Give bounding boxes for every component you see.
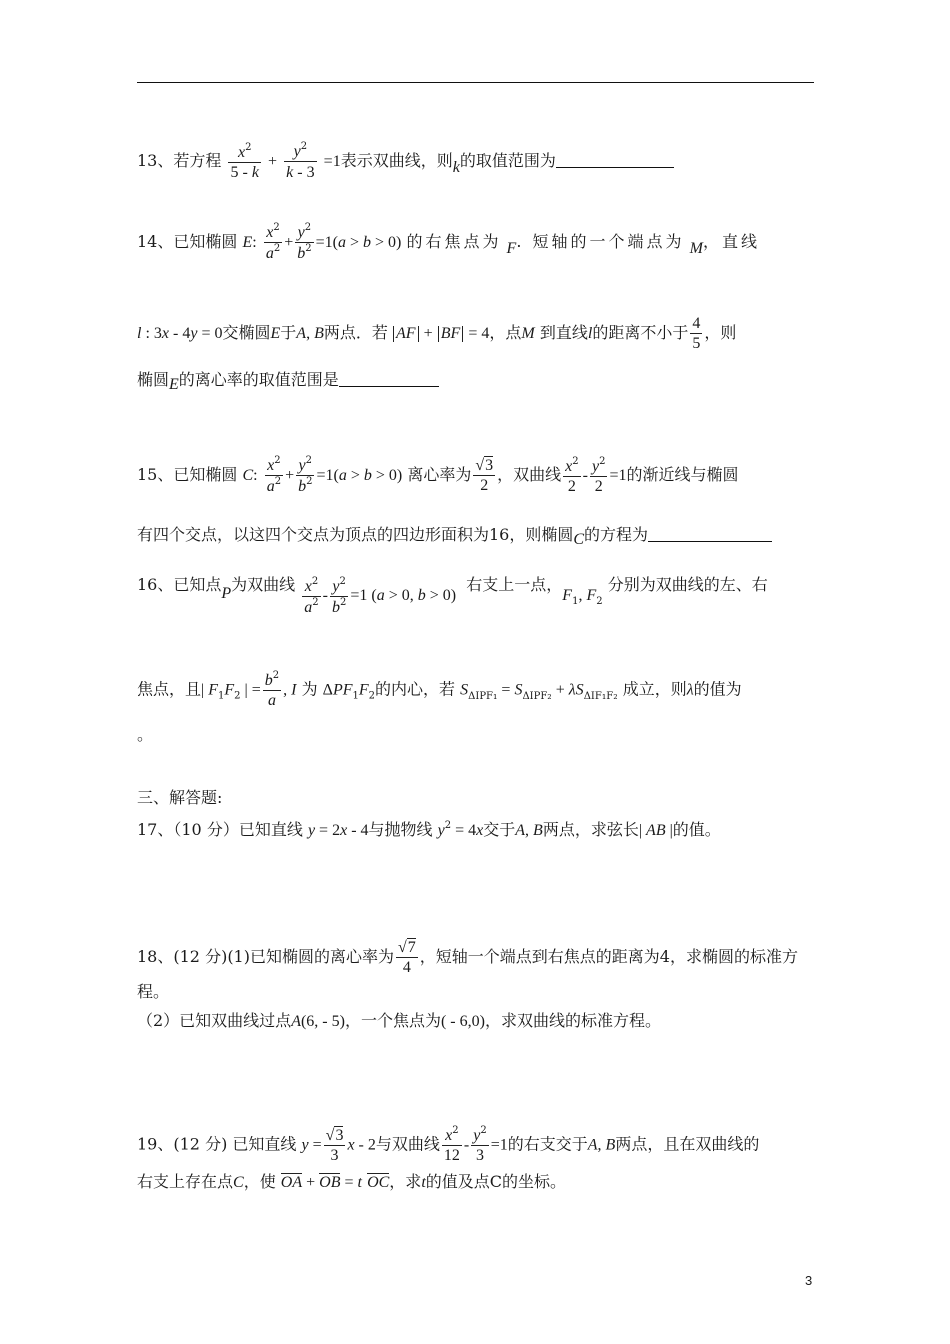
question-text: . 短轴的一个端点为 [516,232,685,251]
question-text: (1)已知椭圆的离心率为 [227,947,394,966]
question-13: 13、若方程 $\frac{x^2}{5 - k}$ + $\frac{y^2}{k - 3}$ =1表示双曲线，则k的取值范围为 [137,141,674,182]
question-text: 有四个交点，以这四个交点为顶点的四边形面积为16，则椭圆 [137,525,574,544]
question-14-line-2: l : 3x - 4y = 0交椭圆E于A, B两点．若 AF + BF = 4，点M 到直线l的距离不小于 $\frac{4}{5}$ ，则 [137,315,737,352]
question-text: 。 [137,725,154,744]
question-text: 程。 [137,982,170,1001]
question-number: 16、 [137,575,174,594]
question-text: 两点．若 [323,323,388,342]
question-text: 为 [301,679,318,699]
fraction: $\frac{x^2}{12}$ [443,1125,460,1164]
fraction: $\frac{b^2}{a}$ [264,670,280,709]
question-text: 的值及点C的坐标。 [425,1172,567,1191]
question-text: ，短轴一个端点到右焦点的距离为4，求椭圆的标准方 [419,947,798,966]
question-text: 与双曲线 [375,1134,440,1154]
question-score: (12 分) [173,947,228,966]
fraction: $\frac{y^2}{b^2}$ [298,455,313,495]
question-number: 14、 [137,232,174,251]
question-score: （10 分） [173,820,239,839]
question-number: 19、 [137,1134,174,1154]
question-18-line-2 [137,982,169,1002]
question-text: 右支上一点， [466,575,563,594]
question-score: (12 分) [173,1134,228,1154]
question-14-line-3: 椭圆E的离心率的取值范围是 [137,370,439,391]
question-text: 两点，且在双曲线的 [615,1134,760,1154]
fraction: $\frac{x^2}{a^2}$ [304,576,319,616]
answer-blank[interactable] [648,527,772,542]
question-text: 的取值范围为 [459,151,556,170]
question-18-line-3: （2）已知双曲线过点A(6, - 5)，一个焦点为( - 6,0)，求双曲线的标准方程。 [137,1011,661,1030]
fraction: $\frac{√3}{3}$ [325,1126,344,1164]
fraction: $\frac{√7}{4}$ [397,939,416,976]
fraction: $\frac{y^2}{3}$ [473,1125,487,1164]
question-text: 交于 [483,820,516,839]
question-number: 17、 [137,820,174,839]
answer-blank[interactable] [556,153,674,168]
question-text: 成立，则 [622,679,687,699]
question-number: 13、 [137,151,174,170]
question-text: 的渐近线与椭圆 [626,465,739,484]
question-text: 表示双曲线，则 [340,151,453,170]
question-text: 的方程为 [584,525,649,544]
question-number: 18、 [137,947,174,966]
fraction: $\frac{√3}{2}$ [475,457,494,494]
question-text: 已知椭圆 [173,465,238,484]
question-text: ，使 [243,1172,276,1191]
question-text: ，求双曲线的标准方程。 [484,1011,661,1030]
fraction: $\frac{y^2}{k - 3}$ [286,141,315,181]
question-text: ，则 [704,323,737,342]
question-19-line-2: 右支上存在点C，使 OA + OB = t OC，求t的值及点C的坐标。 [137,1172,567,1191]
question-text: 离心率为 [407,465,472,484]
question-text: 两点，求弦长 [542,820,639,839]
question-text: 交椭圆 [222,323,271,342]
question-text: 的离心率的取值范围是 [178,370,339,389]
fraction: $\frac{y^2}{b^2}$ [331,576,347,616]
answer-blank[interactable] [339,372,439,387]
question-text: 已知直线 [232,1134,297,1154]
question-text: ，求 [389,1172,422,1191]
question-text: 已知点 [173,575,222,594]
question-text: 已知直线 [238,820,303,839]
fraction: $\frac{x^2}{5 - k}$ [230,141,259,181]
question-17: 17、（10 分）已知直线 y = 2x - 4与抛物线 $y^2 = 4x$交于A, B两点，求弦长| AB |的值。 [137,820,721,839]
question-text: 右支上存在点 [137,1172,234,1191]
question-text: 的右支交于 [507,1134,588,1154]
question-14-line-1: 14、已知椭圆 E: $\frac{x^2}{a^2}$ + $\frac{y^2}{b^2}$ =1(a > b > 0) 的右焦点为 F. 短轴的一个端点为 M，直线 [137,222,760,262]
question-text: 分别为双曲线的左、右 [607,575,768,594]
question-19-line-1: 19、(12 分) 已知直线 y = $\frac{√3}{3}$ x - 2与双曲线 $\frac{x^2}{12}$ - $\frac{y^2}{3}$ =1的右支交于A, B两点，且在双曲线的 [137,1125,760,1164]
fraction: $\frac{x^2}{a^2}$ [266,455,282,495]
question-text: 为双曲线 [231,575,296,594]
question-16-line-1: 16、已知点P为双曲线 $\frac{x^2}{a^2}$ - $\frac{y^2}{b^2}$ =1 (a > 0, b > 0) 右支上一点，$F_1$, $F_2$ 分别为双曲线的左、右 [137,575,768,616]
page-number: 3 [805,1273,813,1288]
question-text: 焦点，且 [137,679,202,699]
question-text: 若方程 [173,151,222,170]
fraction: $\frac{y^2}{b^2}$ [297,222,312,262]
question-text: ，一个焦点为 [344,1011,441,1030]
question-18-line-1 [137,938,798,977]
fraction: $\frac{x^2}{2}$ [565,455,579,495]
question-16-line-2: 焦点，且| $F_1F_2$ | = $\frac{b^2}{a}$ , I 为 $\Delta PF_1F_2$的内心，若 $S_{\Delta IPF_1} = S_{\Delta IPF_2} + \lambda S_{\Delta IF_1F_2}$ 成立，则λ的值为 [137,670,742,709]
question-text: ，点 [489,323,522,342]
question-text: 与抛物线 [368,820,433,839]
question-text: 到直线 [539,323,588,342]
question-text: （2）已知双曲线过点 [137,1011,292,1030]
section-title: 三、解答题: [137,788,223,807]
question-text: 于 [280,323,297,342]
question-text: 的内心，若 [375,679,456,699]
fraction: $\frac{y^2}{2}$ [591,455,606,495]
question-15-line-1: 15、已知椭圆 C: $\frac{x^2}{a^2}$ + $\frac{y^2}{b^2}$ =1(a > b > 0) 离心率为 $\frac{√3}{2}$ ，双曲线 $\frac{x^2}{2}$ - $\frac{y^2}{2}$ =1的渐近线与椭圆 [137,455,739,495]
fraction: $\frac{x^2}{a^2}$ [265,222,281,262]
question-text: ，双曲线 [497,465,562,484]
question-text: 的右焦点为 [406,232,502,251]
question-number: 15、 [137,465,174,484]
question-text: 已知椭圆 [173,232,238,251]
question-text: 的值。 [672,820,721,839]
fraction: $\frac{4}{5}$ [692,315,701,352]
header-rule [137,82,814,83]
question-text: 的距离不小于 [592,323,689,342]
question-text: 椭圆 [137,370,170,389]
section-heading [137,788,222,808]
question-text: 的值为 [693,679,742,699]
question-16-line-3 [137,725,153,745]
question-text: ，直线 [702,232,760,251]
question-15-line-2: 有四个交点，以这四个交点为顶点的四边形面积为16，则椭圆C的方程为 [137,525,772,546]
